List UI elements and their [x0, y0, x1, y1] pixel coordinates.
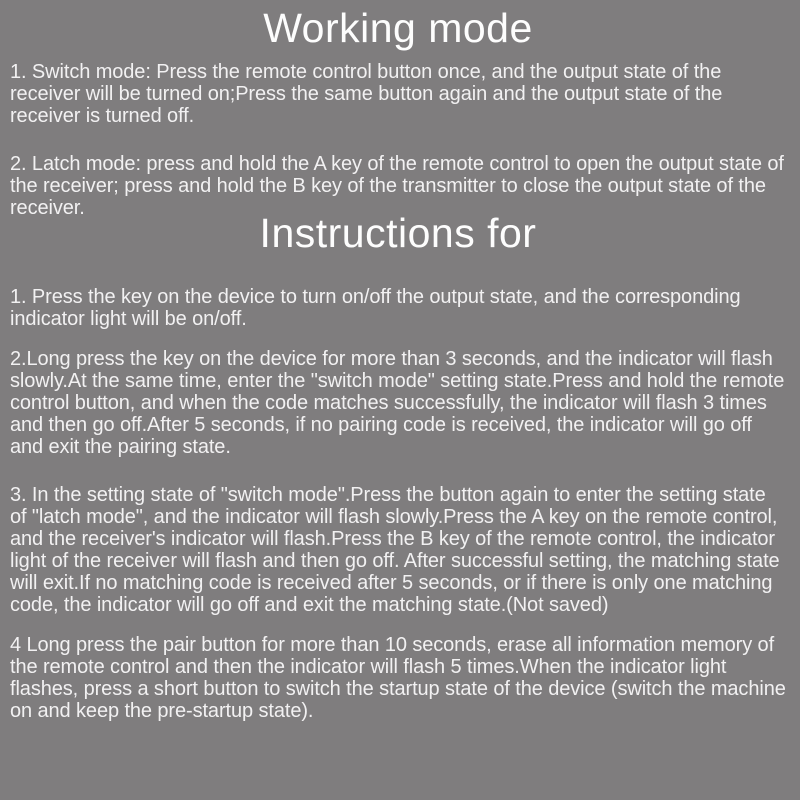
instructions-paragraph-2: 2.Long press the key on the device for more than 3 seconds, and the indicator will flash slowly.At the same time, enter the "switch mode" setting state.Press and hold the remote control button, and when the code matches successfully, the indicator will flash 3 times and then go off.After 5 seconds, if no pairing code is received, the indicator will go off and exit the pairing state. — [10, 348, 785, 458]
instructions-paragraph-4: 4 Long press the pair button for more than 10 seconds, erase all information memory of the remote control and then the indicator will flash 5 times.When the indicator light flashes, press a short button to switch the startup state of the device (switch the machine on and keep the pre-startup state). — [10, 634, 786, 722]
working-mode-paragraph-latch: 2. Latch mode: press and hold the A key of the remote control to open the output state of the receiver; press and hold the B key of the transmitter to close the output state of the receiver. — [10, 153, 784, 219]
instructions-paragraph-1: 1. Press the key on the device to turn on/off the output state, and the corresponding indicator light will be on/off. — [10, 286, 741, 330]
instructions-title: Instructions for — [259, 210, 537, 256]
instructions-section — [10, 211, 786, 722]
working-mode-paragraph-switch: 1. Switch mode: Press the remote control button once, and the output state of the receiver will be turned on;Press the same button again and the output state of the receiver is turned off. — [10, 61, 723, 127]
working-mode-section — [10, 6, 786, 219]
working-mode-title: Working mode — [263, 5, 533, 51]
instructions-paragraph-3: 3. In the setting state of "switch mode".Press the button again to enter the setting state of "latch mode", and the indicator will flash slowly.Press the A key on the remote control, and the receiver's indicator will flash.Press the B key of the remote control, the indicator light of the receiver will flash and then go off. After successful setting, the matching state will exit.If no matching code is received after 5 seconds, or if there is only one matching code, the indicator will go off and exit the matching state.(Not saved) — [10, 484, 780, 616]
